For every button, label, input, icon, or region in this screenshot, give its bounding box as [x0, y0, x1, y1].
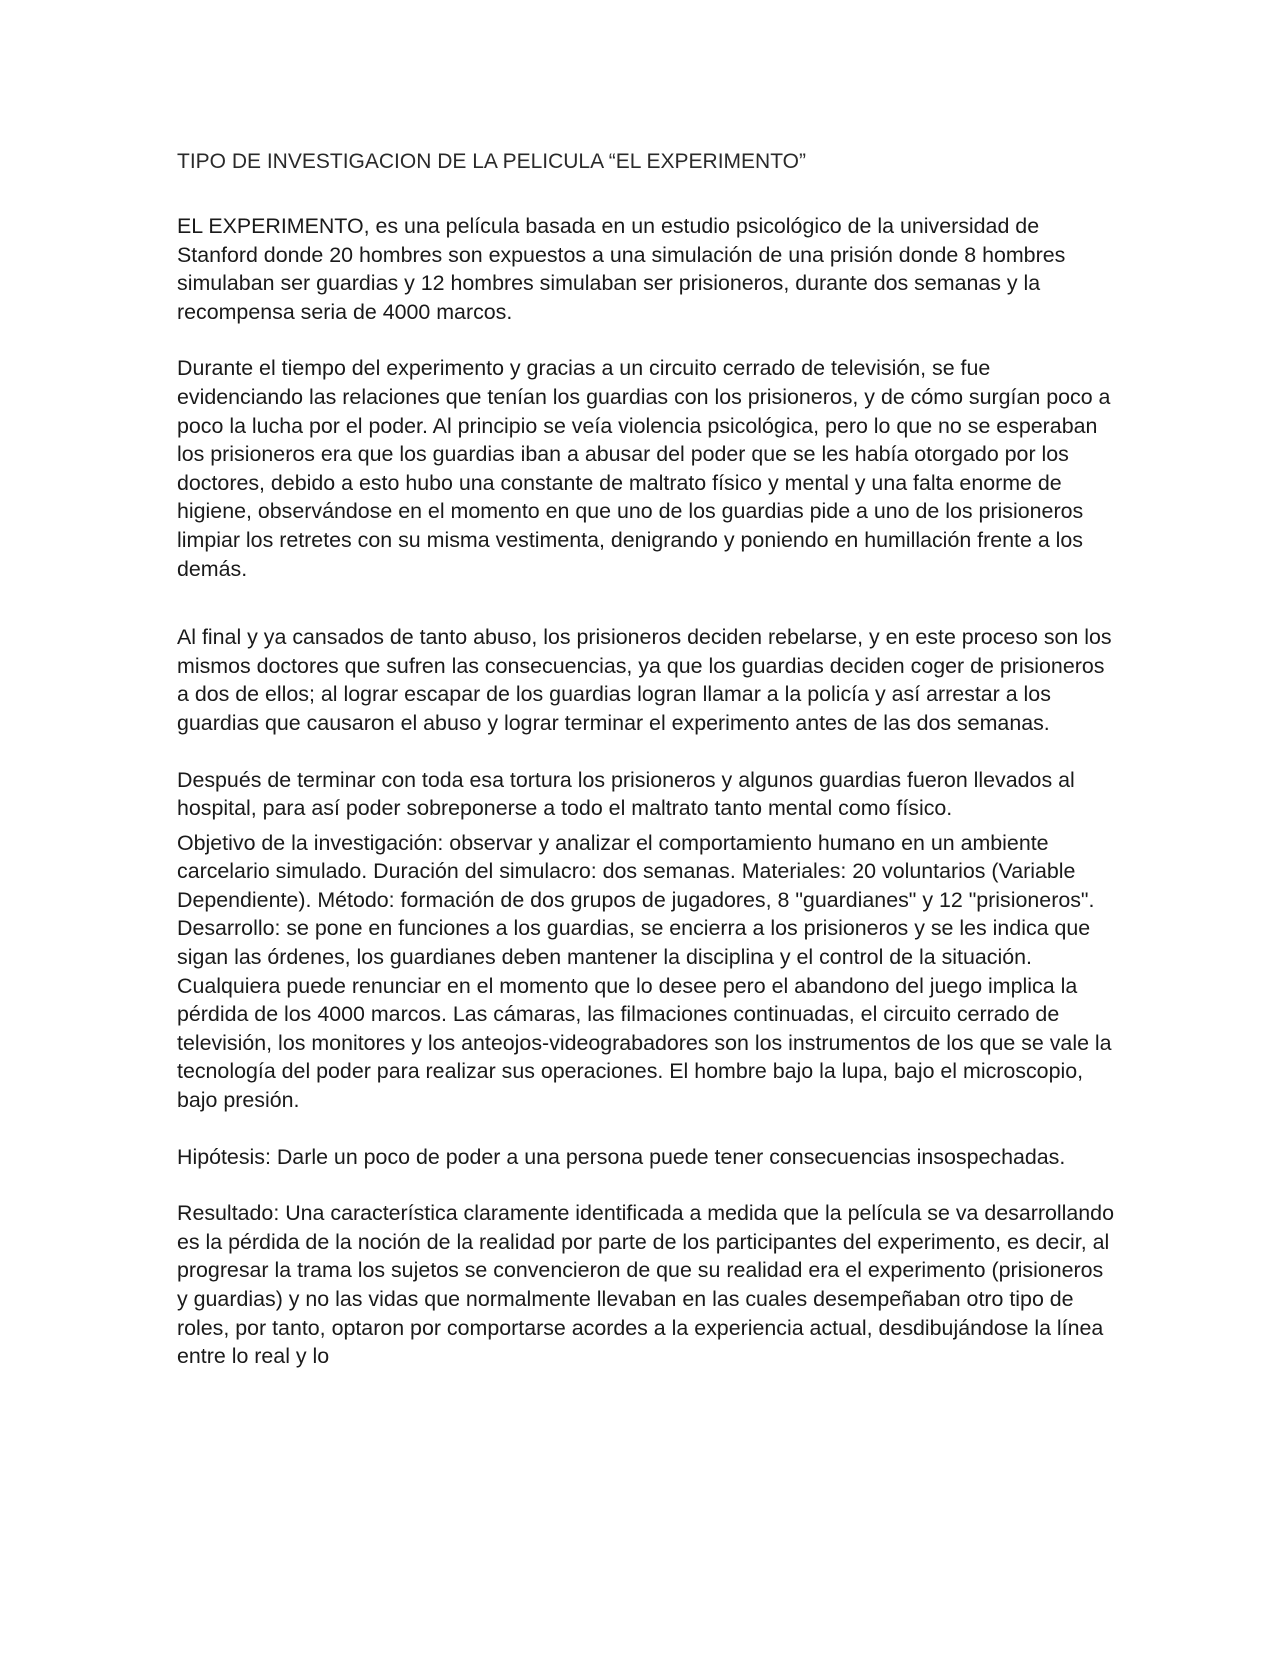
paragraph-intro: EL EXPERIMENTO, es una película basada en un estudio psicológico de la universidad de Stanford donde 20 hombres son expuestos a una simulación de una prisión donde 8 hombres simulaban ser guardias y 12 hombres simulaban ser prisioneros, durante dos semanas y la recompensa seria de 4000 marcos. [177, 214, 1066, 324]
paragraph-aftermath: Después de terminar con toda esa tortura los prisioneros y algunos guardias fueron llevados al hospital, para así poder sobreponerse a todo el maltrato tanto mental como físico. [177, 767, 1075, 821]
paragraph-objective: Objetivo de la investigación: observar y analizar el comportamiento humano en un ambiente carcelario simulado. Duración del simulacro: dos semanas. Materiales: 20 voluntarios (Variable Dependiente). Método: formación de dos grupos de jugadores, 8 "guardianes" y 12 "prisioneros". Desarrollo: se pone en funciones a los guardias, se encierra a los prisioneros y se les indica que sigan las órdenes, los guardianes deben mantener la disciplina y el control de la situación. Cualquiera puede renunciar en el momento que lo desee pero el abandono del juego implica la pérdida de los 4000 marcos. Las cámaras, las filmaciones continuadas, el circuito cerrado de televisión, los monitores y los anteojos-videograbadores son los instrumentos de los que se vale la tecnología del poder para realizar sus operaciones. El hombre bajo la lupa, bajo el microscopio, bajo presión. [177, 830, 1112, 1113]
paragraph-hypothesis: Hipótesis: Darle un poco de poder a una persona puede tener consecuencias insospechadas. [177, 1144, 1066, 1169]
document-title: TIPO DE INVESTIGACION DE LA PELICULA “EL EXPERIMENTO” [177, 150, 806, 173]
paragraph-development: Durante el tiempo del experimento y gracias a un circuito cerrado de televisión, se fue evidenciando las relaciones que tenían los guardias con los prisioneros, y de cómo surgían poco a poco la lucha por el poder. Al principio se veía violencia psicológica, pero lo que no se esperaban los prisioneros era que los guardias iban a abusar del poder que se les había otorgado por los doctores, debido a esto hubo una constante de maltrato físico y mental y una falta enorme de higiene, observándose en el momento en que uno de los guardias pide a uno de los prisioneros limpiar los retretes con su misma vestimenta, denigrando y poniendo en humillación frente a los demás. [177, 356, 1111, 581]
document-body [177, 148, 1117, 1371]
paragraph-result: Resultado: Una característica claramente identificada a medida que la película se va desarrollando es la pérdida de la noción de la realidad por parte de los participantes del experimento, es decir, al progresar la trama los sujetos se convencieron de que su realidad era el experimento (prisioneros y guardias) y no las vidas que normalmente llevaban en las cuales desempeñaban otro tipo de roles, por tanto, optaron por comportarse acordes a la experiencia actual, desdibujándose la línea entre lo real y lo [177, 1201, 1114, 1369]
paragraph-rebellion: Al final y ya cansados de tanto abuso, los prisioneros deciden rebelarse, y en este proceso son los mismos doctores que sufren las consecuencias, ya que los guardias deciden coger de prisioneros a dos de ellos; al lograr escapar de los guardias logran llamar a la policía y así arrestar a los guardias que causaron el abuso y lograr terminar el experimento antes de las dos semanas. [177, 625, 1112, 735]
